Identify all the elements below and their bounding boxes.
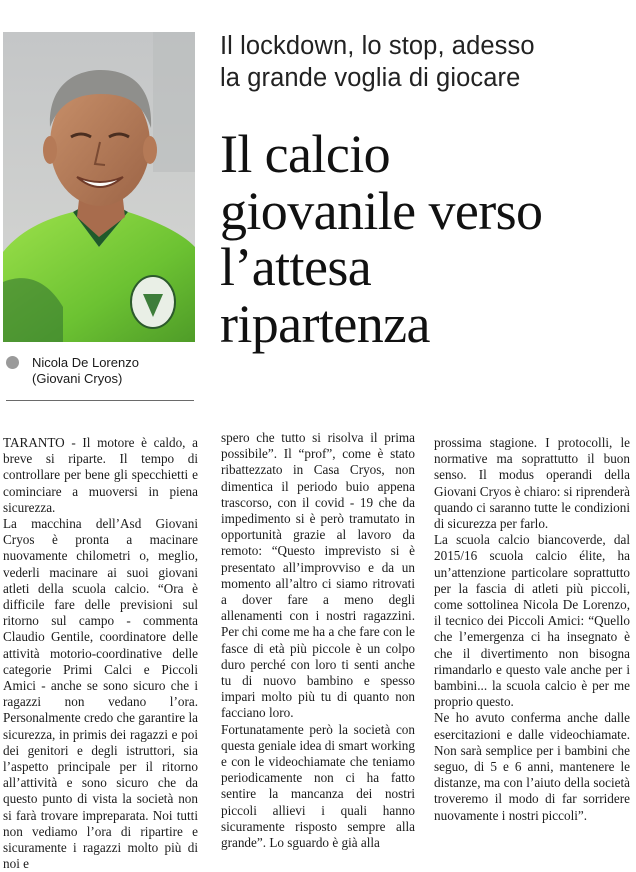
headline-line-4: ripartenza — [220, 293, 430, 354]
paragraph: Ne ho avuto conferma anche dalle esercitazioni e dalle videochiamate. Non sarà semplice per i bambini che seguo, di 5 e 6 anni, mantenere le distanze, ma con l’aiuto della società troveremo il modo di far sorridere nuovamente i nostri piccoli”. — [434, 710, 630, 823]
kicker-line-1: Il lockdown, lo stop, adesso — [220, 32, 535, 60]
portrait-illustration — [3, 32, 195, 342]
headline-line-2: giovanile verso — [220, 180, 543, 241]
paragraph-text: Il motore è caldo, a breve si riparte. Il tempo di controllare per bene gli specchietti e cominciare a muoversi in piena sicurezza. — [3, 435, 198, 515]
paragraph: Fortunatamente però la società con questa geniale idea di smart working e con le videochiamate che teniamo periodicamente non ci ha fatto sentire la mancanza dei nostri piccoli allievi i quali hanno sicuramente risposto sempre alla grande”. Lo sguardo è già alla — [221, 721, 415, 851]
headline-line-3: l’attesa — [220, 237, 372, 297]
kicker-line-2: la grande voglia di giocare — [220, 64, 521, 92]
portrait-photo — [3, 32, 195, 342]
paragraph — [3, 435, 198, 516]
caption-name: Nicola De Lorenzo — [32, 355, 139, 370]
dateline: TARANTO - — [3, 435, 76, 450]
article-column-1 — [3, 435, 198, 872]
headline-line-1: Il calcio — [220, 124, 390, 184]
article-column-2 — [221, 430, 415, 851]
caption-bullet-icon — [6, 356, 19, 369]
paragraph: La scuola calcio biancoverde, dal 2015/16 scuola calcio élite, ha un’attenzione particolare soprattutto per la fascia di atleti più piccoli, come sottolinea Nicola De Lorenzo, il tecnico dei Piccoli Amici: “Quello che l’emergenza ci ha insegnato è che il divertimento non bisogna rimandarlo e questo vale anche per i bambini... la scuola calcio è per me proprio questo. — [434, 532, 630, 710]
headline — [220, 126, 632, 352]
paragraph: La macchina dell’Asd Giovani Cryos è pronta a macinare nuovamente chilometri o, meglio, vederli macinare ai suoi giovani atleti della scuola calcio. “Ora è difficile fare delle previsioni sul ritorno sul campo - commenta Claudio Gentile, coordinatore delle attività motorio-coordinative delle categorie Primi Calci e Piccoli Amici - anche se sono sicuro che i ragazzi non vedano l’ora. Personalmente credo che garantire la sicurezza, in primis dei ragazzi e poi dei genitori e degli istruttori, sia l’aspetto principale per il ritorno all’attività e sono sicuro che da questo punto di vista la società non si farà trovare impreparata. Noi tutti non vediamo l’ora di ripartire e sicuramente i ragazzi molto più di noi e — [3, 516, 198, 872]
article-column-3 — [434, 435, 630, 824]
paragraph: spero che tutto si risolva il prima possibile”. Il “prof”, come è stato ribattezzato in Casa Cryos, non dimentica il periodo buio appena trascorso, con il covid - 19 che da impedimento si è però tramutato in opportunità grazie al lavoro da remoto: “Questo imprevisto si è presentato all’improvviso e da un momento all’altro ci siamo ritrovati a dover fare a meno degli allenamenti con i nostri ragazzini. Per chi come me ha a che fare con le fasce di età più piccole è un colpo duro perché con loro ti senti anche tu di nuovo bambino e spesso impari molto più tu di quanto non facciano loro. — [221, 430, 415, 721]
paragraph: prossima stagione. I protocolli, le normative ma soprattutto il buon senso. Il modus operandi della Giovani Cryos è chiaro: si riprenderà quando ci saranno tutte le condizioni di sicurezza per farlo. — [434, 435, 630, 532]
caption-affiliation: (Giovani Cryos) — [32, 371, 123, 386]
kicker — [220, 30, 630, 94]
caption-divider — [6, 400, 194, 401]
